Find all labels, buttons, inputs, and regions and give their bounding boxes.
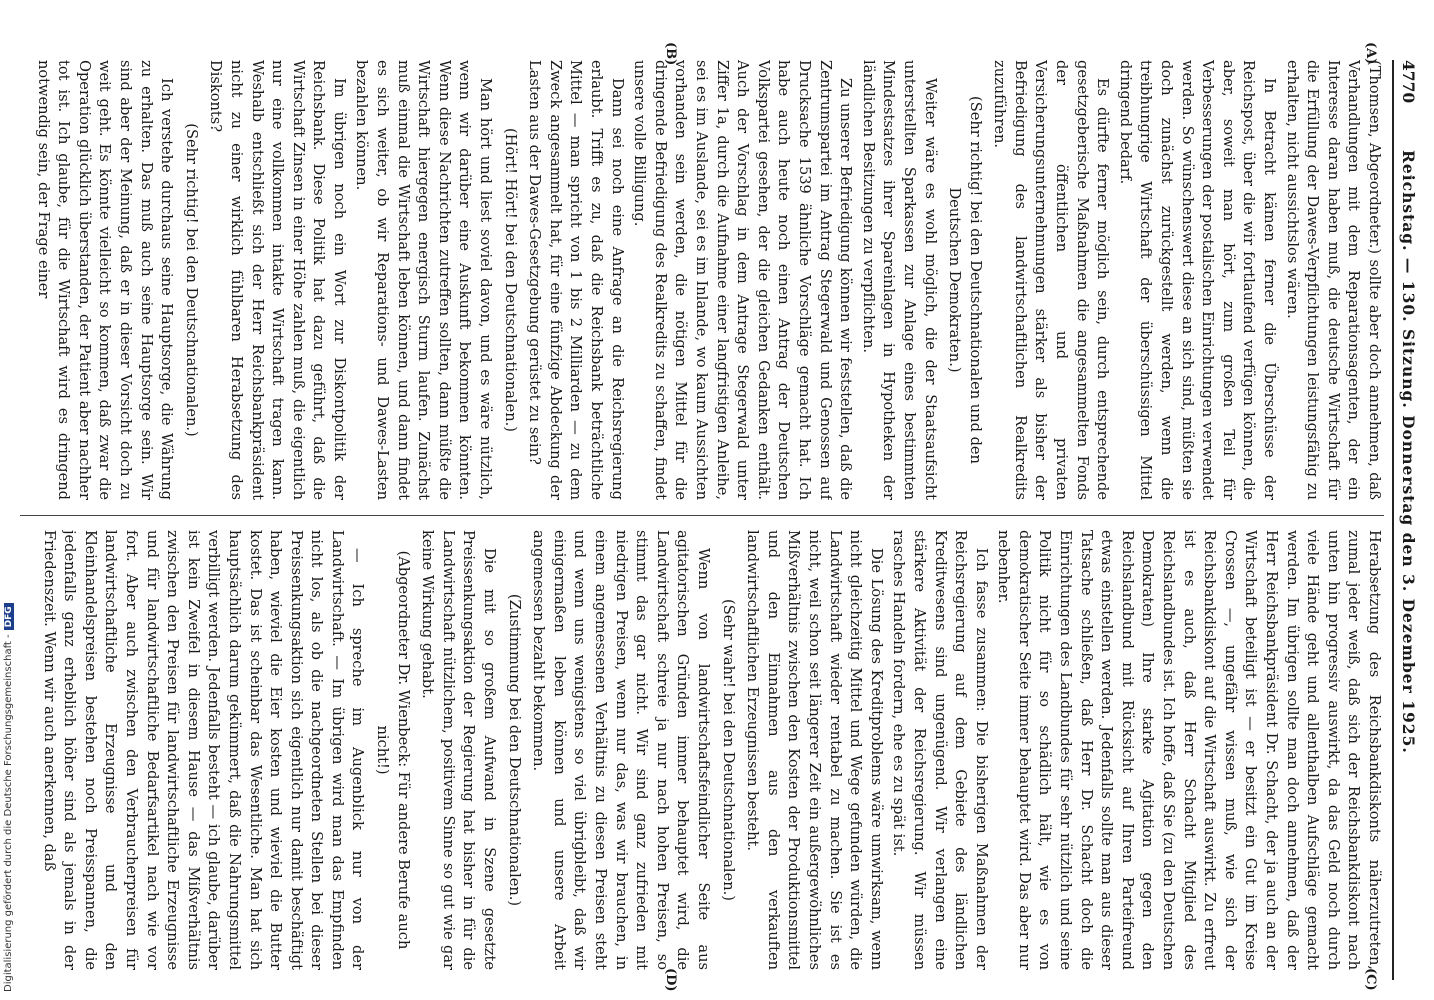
interjection: (Zustimmung bei den Deutschnationalen.) [505, 593, 523, 907]
paragraph: In Betracht kämen ferner die Überschüsse der Reichspost, über die wir fortlaufend verfügen können, die aber, soweit man hört, zum großen Teil für Verbesserungen der postalischen Einrichtungen verwendet werden. So wünschenswert diese an sich sind, müßten sie doch zunächst zurückgestellt werden, wenn die treibhungrige Wirtschaft der überschüssigen Mittel dringend bedarf. [1116, 60, 1279, 500]
column-divider [20, 515, 1384, 516]
paragraph: Man hört und liest soviel davon, und es wäre nützlich, wenn wir darüber eine Auskunft bekommen könnten. Wenn diese Nachrichten zutreffen sollten, dann müßte die Wirtschaft hiergegen energisch Sturm laufen. Zunächst muß einmal die Wirtschaft leben können, und dann findet es sich weiter, ob wir Reparations- und Dawes-Lasten bezahlen können. [353, 60, 495, 500]
margin-letter-b: (B) [663, 42, 678, 66]
interjection: (Sehr richtig! bei den Deutschnationalen.) [182, 123, 200, 437]
scanned-page [10, 40, 1420, 1000]
paragraph: Die Lösung des Kreditproblems wäre umwirksam, wenn nicht gleichzeitig Mittel und Wege gefunden würden, die Landwirtschaft wieder rentabel zu machen. Sie ist es nicht, weil schon seit längerer Zeit ein außergewöhnliches Mißverhältnis zwischen den Kosten der Produktionsmittel und den Einnahmen aus den verkauften landwirtschaftlichen Erzeugnissen besteht. [744, 530, 885, 970]
margin-letter-a: (A) [1363, 42, 1378, 65]
paragraph: Wenn von landwirtschaftsfeindlicher Seite aus agitatorischen Gründen immer behauptet wird, die Landwirtschaft schreie ja nur nach hohen Preisen, so stimmt das gar nicht. Wir sind ganz zufrieden mit niedrigen Preisen, wenn nur das, was wir brauchen, in einem angemessenen Verhältnis zu diesen Preisen steht und wenn uns wenigstens so viel übrigbleibt, daß wir einigermaßen leben können und unsere Arbeit angemessen bezahlt bekommen. [530, 530, 712, 970]
paragraph: Es dürfte ferner möglich sein, durch entsprechende gesetzgeberische Maßnahmen die angesammelten Fonds der öffentlichen und privaten Versicherungsunternehmungen stärker als bisher der Befriedigung des landwirtschaftlichen Realkredits zuzuführen. [991, 60, 1112, 500]
paragraph: Zu unserer Befriedigung können wir feststellen, daß die Zentrumspartei im Antrag Stegerwald und Genossen auf Drucksache 1539 ähnliche Vorschläge gemacht hat. Ich habe auch heute noch einen Antrag der Deutschen Volkspartei gesehen, der die gleichen Gedanken enthält. Auch der Vorschlag in dem Antrage Stegerwald unter Ziffer 1a, durch die Aufnahme einer langfristigen Anleihe, sei es im Auslande, sei es im Inlande, wo kaum Aussichten vorhanden sein werden, die nötigen Mittel für die dringende Befriedigung des Realkredits zu schaffen, findet unsere volle Billigung. [631, 60, 855, 500]
paragraph: Ich fasse zusammen: Die bisherigen Maßnahmen der Reichsregierung auf dem Gebiete des ländlichen Kreditwesens sind ungenügend. Wir verlangen eine stärkere Aktivität der Reichsregierung. Wir müssen rasches Handeln fordern, ehe es zu spät ist. [890, 530, 990, 970]
interjection: (Hört! Hört! bei den Deutschnationalen.) [501, 128, 519, 432]
margin-letter-c: (C) [1363, 968, 1378, 991]
paragraph: (Thomsen, Abgeordneter.) sollte aber doch annehmen, daß Verhandlungen mit dem Reparationsagenten, der ein Interesse daran haben muß, die deutsche Wirtschaft für die Erfüllung der Dawes-Verpflichtungen leistungsfähig zu erhalten, nicht aussichtslos wären. [1283, 60, 1383, 500]
page-running-title: Reichstag. — 130. Sitzung. Donnerstag den 3. Dezember 1925. [1399, 150, 1418, 754]
interjection: (Sehr wahr! bei den Deutschnationalen.) [719, 599, 737, 901]
interjection: (Abgeordneter Dr. Wienbeck: Für andere Berufe auch nicht!) [374, 550, 412, 950]
paragraph: Die mit so großem Aufwand in Szene gesetzte Preissenkungsaktion der Regierung hat bisher in für die Landwirtschaft nützlichem, positivem Sinne so gut wie gar keine Wirkung gehabt. [419, 530, 499, 970]
credit-text: Digitalisierung gefördert durch die Deutsche Forschungsgemeinschaft - [3, 634, 14, 992]
page-number: 4770 [1399, 60, 1418, 104]
paragraph: Dann sei noch eine Anfrage an die Reichsregierung erlaubt. Trifft es zu, daß die Reichsbank beträchtliche Mittel — man spricht von 1 bis 2 Milliarden — zu dem Zweck angesammelt hat, für eine fünfzige Abdeckung der Lasten aus der Dawes-Gesetzgebung gerüstet zu sein? [526, 60, 626, 500]
right-column [20, 530, 1384, 970]
left-column [20, 60, 1384, 500]
page-header [1392, 60, 1420, 980]
paragraph: Weiter wäre es wohl möglich, die der Staatsaufsicht unterstellten Sparkassen zur Anlage eines bestimmten Mindestsatzes ihrer Spareinlagen in Hypotheken der ländlichen Besitzungen zu verpflichten. [859, 60, 939, 500]
interjection: (Sehr richtig! bei den Deutschnationalen und den Deutschen Demokraten.) [946, 96, 984, 464]
paragraph: — Ich spreche im Augenblick nur von der Landwirtschaft. — Im übrigen wird man das Empfinden nicht los, als ob die nachgeordneten Stellen bei dieser Preissenkungsaktion sich eigentlich nur damit beschäftigt haben, wieviel die Eier kosten und wieviel die Butter kostet. Das ist scheinbar das Wesentliche. Man hat sich hauptsächlich darum gekümmert, daß die Nahrungsmittel verbilligt werden. Jedenfalls besteht — ich glaube, darüber ist kein Zweifel in diesem Hause — das Mißverhältnis zwischen den Preisen für landwirtschaftliche Erzeugnisse und für landwirtschaftliche Bedarfsartikel nach wie vor fort. Aber auch zwischen den Verbraucherpreisen für landwirtschaftliche Erzeugnisse und den Kleinhandelspreisen bestehen noch Preisspannen, die jedenfalls ganz erheblich höher sind als jemals in der Friedenszeit. Wenn wir auch anerkennen, daß [40, 530, 367, 970]
dfg-logo: DFG [4, 603, 14, 630]
paragraph: Herabsetzung des Reichsbankdiskonts näherzutreten, zumal jeder weiß, daß sich der Reichsbankdiskont nach unten hin progressiv auswirkt, da das Geld noch durch viele Hände geht und allenthalben Aufschläge gemacht werden. Im übrigen sollte man doch annehmen, daß der Herr Reichsbankpräsident Dr. Schacht, der ja auch an der Wirtschaft beteiligt ist — er besitzt ein Gut im Kreise Crossen —, ungefähr wissen muß, wie sich der Reichsbankdiskont auf die Wirtschaft auswirkt. Zu erfreut ist es auch, daß Herr Schacht Mitglied des Reichslandbundes ist. Ich hoffe, daß Sie (zu den Deutschen Demokraten) Ihre starke Agitation gegen den Reichslandbund mit Rücksicht auf Ihren Parteifreund etwas einstellen werden. Jedenfalls sollte man aus dieser Tatsache schließen, daß Herr Dr. Schacht doch die Einrichtungen des Landbundes für sehr nützlich und seine Politik nicht für so schädlich hält, wie es von demokratischer Seite immer behauptet wird. Das aber nur nebenher. [995, 530, 1383, 970]
margin-letter-d: (D) [663, 968, 678, 992]
paragraph: Ich verstehe durchaus seine Hauptsorge, die Währung zu erhalten. Das muß auch seine Hauptsorge sein. Wir sind aber der Meinung, daß er in dieser Vorsicht doch zu weit geht. Es könnte vielleicht so kommen, daß zwar die Operation glücklich überstanden, der Patient aber nachher tot ist. Ich glaube, für die Wirtschaft wird es dringend notwendig sein, der Frage einer [34, 60, 176, 500]
paragraph: Im übrigen noch ein Wort zur Diskontpolitik der Reichsbank. Diese Politik hat dazu geführt, daß die Wirtschaft Zinsen in einer Höhe zahlen muß, die eigentlich nur eine vollkommen intakte Wirtschaft tragen kann. Weshalb entschließt sich der Herr Reichsbankpräsident nicht zu einer wirklich fühlbaren Herabsetzung des Diskonts? [207, 60, 348, 500]
